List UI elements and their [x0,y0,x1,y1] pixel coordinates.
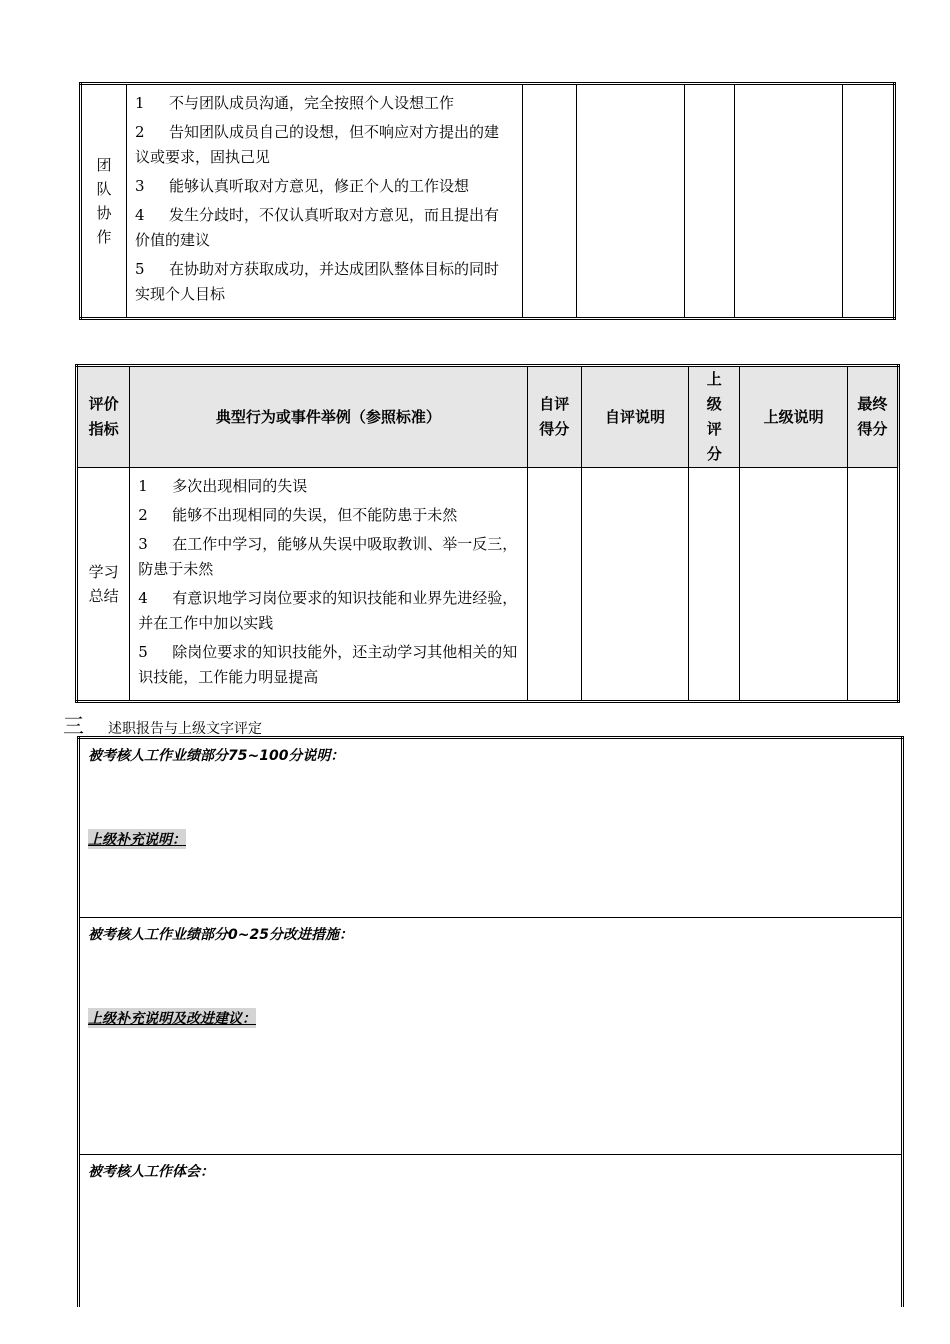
list-item: 1 多次出现相同的失误 [138,477,308,495]
header-row [77,366,899,468]
learning-summary-table [75,364,900,703]
final-score-cell[interactable] [847,468,898,702]
experience-label: 被考核人工作体会： [88,1164,214,1180]
supervisor-improvement-label: 上级补充说明及改进建议： [88,1008,256,1028]
behavior-list [127,84,522,319]
table-row [79,918,903,1155]
list-item: 5 在协助对方获取成功，并达成团队整体目标的同时实现个人目标 [135,260,500,303]
indicator-header: 评价 指标 [77,366,130,468]
list-item: 5 除岗位要求的知识技能外，还主动学习其他相关的知识技能，工作能力明显提高 [138,643,518,686]
category-char: 协 [96,204,112,222]
supervisor-score-cell[interactable] [684,84,734,319]
category-char: 队 [96,180,112,198]
list-item: 4 有意识地学习岗位要求的知识技能和业界先进经验，并在工作中加以实践 [138,589,518,632]
self-score-cell[interactable] [527,468,581,702]
list-item: 2 告知团队成员自己的设想，但不响应对方提出的建议或要求，固执己见 [135,123,500,166]
category-cell [81,84,127,319]
experience-section[interactable] [79,1155,903,1308]
supervisor-score-header: 上 级 评 分 [689,366,740,468]
team-cooperation-table [79,82,896,320]
self-note-cell[interactable] [576,84,684,319]
high-score-section[interactable] [79,738,903,918]
supervisor-score-cell[interactable] [689,468,740,702]
low-score-label: 被考核人工作业绩部分0~25分改进措施： [88,927,353,943]
category-char: 总结 [88,587,119,605]
category-cell [77,468,130,702]
list-item: 1 不与团队成员沟通，完全按照个人设想工作 [135,94,455,112]
list-item: 3 能够认真听取对方意见，修正个人的工作设想 [135,177,470,195]
self-score-header: 自评 得分 [527,366,581,468]
supervisor-note-cell[interactable] [734,84,842,319]
category-char: 学习 [88,563,119,581]
final-score-cell[interactable] [842,84,894,319]
low-score-section[interactable] [79,918,903,1155]
high-score-label: 被考核人工作业绩部分75~100分说明： [88,748,345,764]
report-table [77,736,904,1307]
final-score-header: 最终 得分 [847,366,898,468]
list-item: 2 能够不出现相同的失误，但不能防患于未然 [138,506,458,524]
self-score-cell[interactable] [522,84,576,319]
supervisor-note-header: 上级说明 [740,366,847,468]
category-char: 作 [96,228,112,246]
supervisor-supplement-label: 上级补充说明： [88,829,186,849]
section-title: 述职报告与上级文字评定 [108,721,262,737]
table-row [77,468,899,702]
table-row [79,738,903,918]
list-item: 3 在工作中学习，能够从失误中吸取教训、举一反三，防患于未然 [138,535,518,578]
self-note-header: 自评说明 [581,366,688,468]
list-item: 4 发生分歧时，不仅认真听取对方意见，而且提出有价值的建议 [135,206,500,249]
table-row [79,1155,903,1308]
behavior-list [130,468,527,702]
category-char: 团 [96,156,112,174]
supervisor-note-cell[interactable] [740,468,847,702]
table-row [81,84,895,319]
self-note-cell[interactable] [581,468,688,702]
section-number: 三 [63,714,84,738]
examples-header: 典型行为或事件举例（参照标准） [130,366,527,468]
